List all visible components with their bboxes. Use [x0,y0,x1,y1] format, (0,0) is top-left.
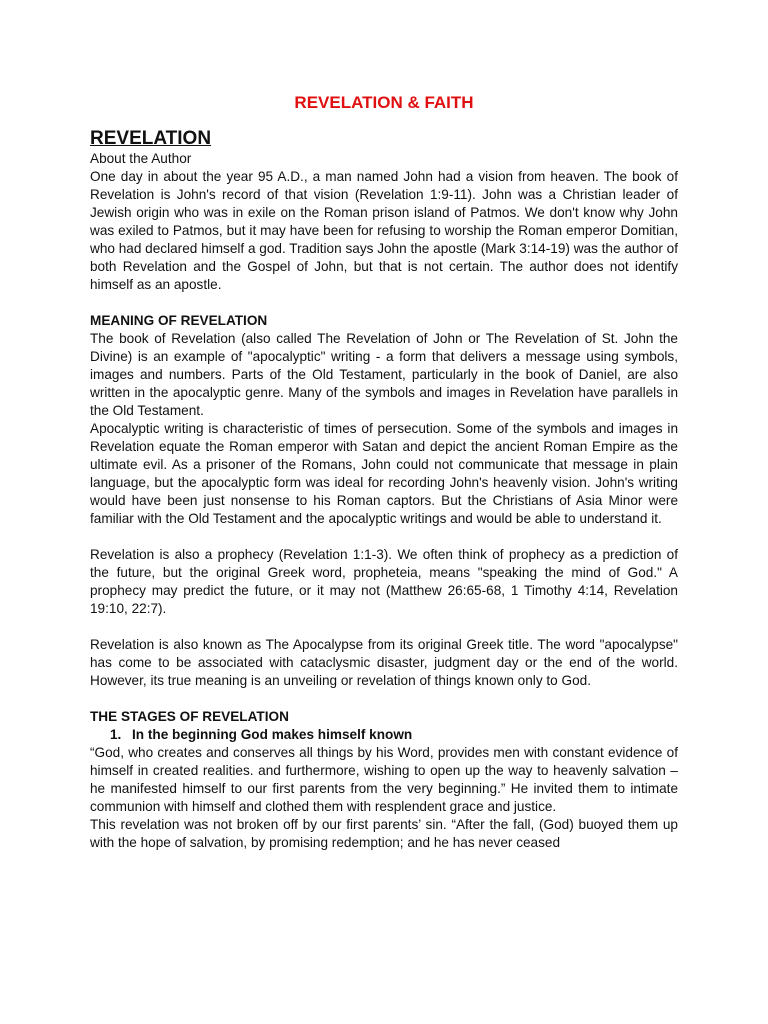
meaning-paragraph-2: Apocalyptic writing is characteristic of times of persecution. Some of the symbols and images in Revelation equate the Roman emperor with Satan and depict the ancient Roman Empire as the ultimate evil. As a prisoner of the Romans, John could not communicate that message in plain language, but the apocalyptic form was ideal for recording John's heavenly vision. John's writing would have been just nonsense to his Roman captors. But the Christians of Asia Minor were familiar with the Old Testament and the apocalyptic writings and would be able to understand it. [90,421,678,526]
item-number: 1. [110,727,122,742]
stage1-paragraph-1: “God, who creates and conserves all things by his Word, provides men with constant evidence of himself in created realities. and furthermore, wishing to open up the way to heavenly salvation – he manifested himself to our first parents from the very beginning.” He invited them to intimate communion with himself and clothed them with resplendent grace and justice. [90,745,678,814]
meaning-heading: MEANING OF REVELATION [90,313,268,328]
spacer [90,618,678,636]
spacer [90,294,678,312]
meaning-paragraph-1: The book of Revelation (also called The Revelation of John or The Revelation of St. John the Divine) is an example of "apocalyptic" writing - a form that delivers a message using symbols, images and numbers. Parts of the Old Testament, particularly in the book of Daniel, are also written in the apocalyptic genre. Many of the symbols and images in Revelation have parallels in the Old Testament. [90,331,678,418]
prophecy-paragraph: Revelation is also a prophecy (Revelation 1:1-3). We often think of prophecy as a prediction of the future, but the original Greek word, propheteia, means "speaking the mind of God." A prophecy may predict the future, or it may not (Matthew 26:65-68, 1 Timothy 4:14, Revelation 19:10, 22:7). [90,547,678,616]
numbered-item-1 [110,726,678,744]
apocalypse-paragraph: Revelation is also known as The Apocalypse from its original Greek title. The word "apocalypse" has come to be associated with cataclysmic disaster, judgment day or the end of the world. However, its true meaning is an unveiling or revelation of things known only to God. [90,637,678,688]
spacer [90,690,678,708]
document-title: REVELATION & FAITH [294,93,474,112]
stages-heading: THE STAGES OF REVELATION [90,709,289,724]
spacer [90,528,678,546]
about-author-label: About the Author [90,151,192,166]
document-page [90,92,678,852]
stage1-paragraph-2: This revelation was not broken off by our first parents’ sin. “After the fall, (God) buoyed them up with the hope of salvation, by promising redemption; and he has never ceased [90,817,678,850]
about-author-paragraph: One day in about the year 95 A.D., a man named John had a vision from heaven. The book of Revelation is John's record of that vision (Revelation 1:9-11). John was a Christian leader of Jewish origin who was in exile on the Roman prison island of Patmos. We don't know why John was exiled to Patmos, but it may have been for refusing to worship the Roman emperor Domitian, who had declared himself a god. Tradition says John the apostle (Mark 3:14-19) was the author of both Revelation and the Gospel of John, but that is not certain. The author does not identify himself as an apostle. [90,169,678,292]
item-title: In the beginning God makes himself known [132,727,413,742]
section-heading-revelation: REVELATION [90,128,212,149]
